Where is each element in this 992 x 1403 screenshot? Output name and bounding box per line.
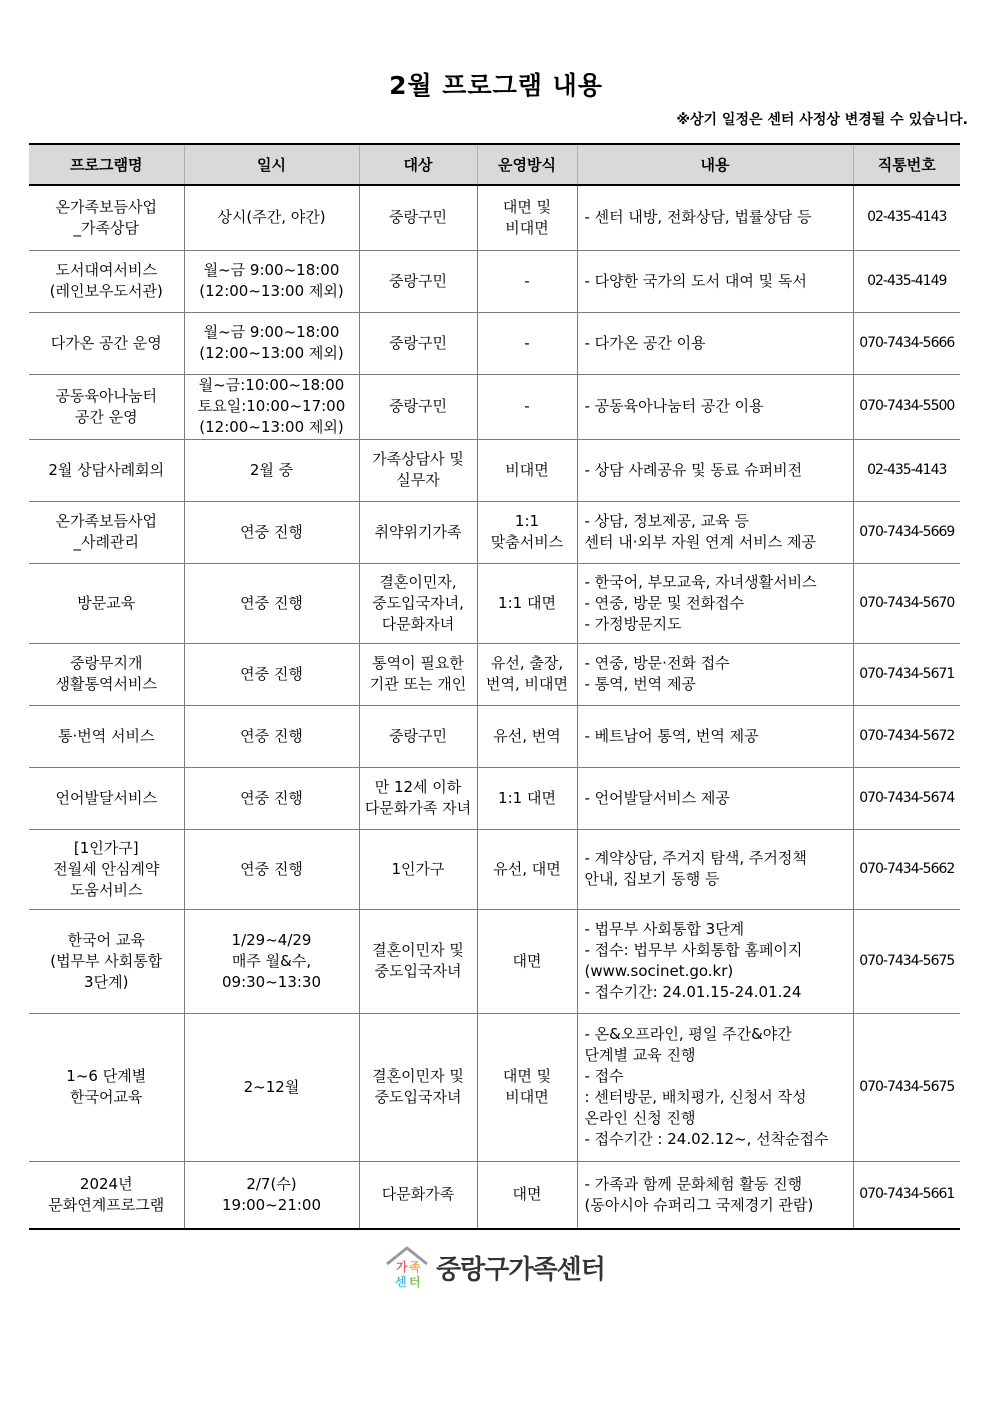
date-cell: 2/7(수) 19:00~21:00 xyxy=(184,1161,359,1229)
date-cell: 연중 진행 xyxy=(184,829,359,909)
phone-cell: 070-7434-5672 xyxy=(853,705,960,767)
date-cell: 2~12월 xyxy=(184,1013,359,1161)
column-header-program-name: 프로그램명 xyxy=(29,144,184,185)
phone-cell: 02-435-4143 xyxy=(853,439,960,501)
method-cell: 대면 xyxy=(477,909,577,1013)
date-cell: 연중 진행 xyxy=(184,563,359,643)
program-name-cell: 온가족보듬사업 _가족상담 xyxy=(29,185,184,250)
target-cell: 다문화가족 xyxy=(359,1161,477,1229)
date-cell: 월~금 9:00~18:00 (12:00~13:00 제외) xyxy=(184,250,359,312)
method-cell: 1:1 대면 xyxy=(477,767,577,829)
table-row xyxy=(29,829,960,909)
family-center-house-icon xyxy=(384,1244,430,1290)
program-name-cell: 2024년 문화연계프로그램 xyxy=(29,1161,184,1229)
phone-cell: 070-7434-5661 xyxy=(853,1161,960,1229)
table-row xyxy=(29,439,960,501)
program-name-cell: 온가족보듬사업 _사례관리 xyxy=(29,501,184,563)
column-header-phone: 직통번호 xyxy=(853,144,960,185)
target-cell: 통역이 필요한 기관 또는 개인 xyxy=(359,643,477,705)
content-cell: - 언어발달서비스 제공 xyxy=(577,767,853,829)
program-name-cell: 2월 상담사례회의 xyxy=(29,439,184,501)
phone-cell: 070-7434-5671 xyxy=(853,643,960,705)
table-row xyxy=(29,705,960,767)
column-header-date: 일시 xyxy=(184,144,359,185)
target-cell: 중랑구민 xyxy=(359,250,477,312)
phone-cell: 070-7434-5669 xyxy=(853,501,960,563)
target-cell: 결혼이민자 및 중도입국자녀 xyxy=(359,1013,477,1161)
target-cell: 결혼이민자 및 중도입국자녀 xyxy=(359,909,477,1013)
target-cell: 취약위기가족 xyxy=(359,501,477,563)
content-cell: - 온&오프라인, 평일 주간&야간 단계별 교육 진행 - 접수 : 센터방문, 배치평가, 신청서 작성 온라인 신청 진행 - 접수기간 : 24.02.12~, 선착순접수 xyxy=(577,1013,853,1161)
program-name-cell: [1인가구] 전월세 안심계약 도움서비스 xyxy=(29,829,184,909)
phone-cell: 070-7434-5675 xyxy=(853,1013,960,1161)
method-cell: - xyxy=(477,250,577,312)
content-cell: - 베트남어 통역, 번역 제공 xyxy=(577,705,853,767)
content-cell: - 법무부 사회통합 3단계 - 접수: 법무부 사회통합 홈페이지 (www.socinet.go.kr) - 접수기간: 24.01.15-24.01.24 xyxy=(577,909,853,1013)
logo-text: 중랑구가족센터 xyxy=(436,1254,605,1285)
phone-cell: 070-7434-5666 xyxy=(853,312,960,374)
table-row xyxy=(29,563,960,643)
method-cell: 대면 xyxy=(477,1161,577,1229)
program-name-cell: 공동육아나눔터 공간 운영 xyxy=(29,374,184,439)
program-name-cell: 언어발달서비스 xyxy=(29,767,184,829)
page-title: 2월 프로그램 내용 xyxy=(389,71,603,100)
logo-mark-jok: 족 xyxy=(409,1260,421,1274)
method-cell: - xyxy=(477,312,577,374)
program-name-cell: 도서대여서비스 (레인보우도서관) xyxy=(29,250,184,312)
target-cell: 만 12세 이하 다문화가족 자녀 xyxy=(359,767,477,829)
method-cell: 유선, 출장, 번역, 비대면 xyxy=(477,643,577,705)
phone-cell: 070-7434-5670 xyxy=(853,563,960,643)
program-schedule-table xyxy=(29,143,960,1230)
phone-cell: 070-7434-5675 xyxy=(853,909,960,1013)
table-row xyxy=(29,501,960,563)
column-header-method: 운영방식 xyxy=(477,144,577,185)
date-cell: 월~금 9:00~18:00 (12:00~13:00 제외) xyxy=(184,312,359,374)
program-name-cell: 다가온 공간 운영 xyxy=(29,312,184,374)
table-row xyxy=(29,909,960,1013)
column-header-target: 대상 xyxy=(359,144,477,185)
schedule-change-note: ※상기 일정은 센터 사정상 변경될 수 있습니다. xyxy=(676,112,968,128)
date-cell: 2월 중 xyxy=(184,439,359,501)
content-cell: - 한국어, 부모교육, 자녀생활서비스 - 연중, 방문 및 전화접수 - 가정방문지도 xyxy=(577,563,853,643)
content-cell: - 상담, 정보제공, 교육 등 센터 내·외부 자원 연계 서비스 제공 xyxy=(577,501,853,563)
method-cell: 비대면 xyxy=(477,439,577,501)
phone-cell: 02-435-4149 xyxy=(853,250,960,312)
date-cell: 연중 진행 xyxy=(184,767,359,829)
table-row xyxy=(29,312,960,374)
date-cell: 상시(주간, 야간) xyxy=(184,185,359,250)
content-cell: - 센터 내방, 전화상담, 법률상담 등 xyxy=(577,185,853,250)
target-cell: 가족상담사 및 실무자 xyxy=(359,439,477,501)
column-header-content: 내용 xyxy=(577,144,853,185)
content-cell: - 연중, 방문·전화 접수 - 통역, 번역 제공 xyxy=(577,643,853,705)
content-cell: - 다가온 공간 이용 xyxy=(577,312,853,374)
target-cell: 중랑구민 xyxy=(359,705,477,767)
program-name-cell: 중랑무지개 생활통역서비스 xyxy=(29,643,184,705)
method-cell: 유선, 대면 xyxy=(477,829,577,909)
logo-mark-ga: 가 xyxy=(396,1260,408,1274)
method-cell: - xyxy=(477,374,577,439)
content-cell: - 가족과 함께 문화체험 활동 진행 (동아시아 슈퍼리그 국제경기 관람) xyxy=(577,1161,853,1229)
table-row xyxy=(29,374,960,439)
center-logo xyxy=(384,1243,605,1291)
method-cell: 1:1 대면 xyxy=(477,563,577,643)
date-cell: 연중 진행 xyxy=(184,705,359,767)
content-cell: - 계약상담, 주거지 탐색, 주거정책 안내, 집보기 동행 등 xyxy=(577,829,853,909)
content-cell: - 다양한 국가의 도서 대여 및 독서 xyxy=(577,250,853,312)
logo-mark-sen: 센 xyxy=(395,1275,407,1289)
content-cell: - 상담 사례공유 및 동료 슈퍼비전 xyxy=(577,439,853,501)
program-name-cell: 통·번역 서비스 xyxy=(29,705,184,767)
phone-cell: 02-435-4143 xyxy=(853,185,960,250)
table-row xyxy=(29,250,960,312)
method-cell: 1:1 맞춤서비스 xyxy=(477,501,577,563)
target-cell: 중랑구민 xyxy=(359,374,477,439)
program-name-cell: 방문교육 xyxy=(29,563,184,643)
phone-cell: 070-7434-5674 xyxy=(853,767,960,829)
method-cell: 유선, 번역 xyxy=(477,705,577,767)
phone-cell: 070-7434-5500 xyxy=(853,374,960,439)
phone-cell: 070-7434-5662 xyxy=(853,829,960,909)
target-cell: 중랑구민 xyxy=(359,185,477,250)
date-cell: 1/29~4/29 매주 월&수, 09:30~13:30 xyxy=(184,909,359,1013)
date-cell: 연중 진행 xyxy=(184,643,359,705)
target-cell: 1인가구 xyxy=(359,829,477,909)
content-cell: - 공동육아나눔터 공간 이용 xyxy=(577,374,853,439)
method-cell: 대면 및 비대면 xyxy=(477,1013,577,1161)
date-cell: 월~금:10:00~18:00 토요일:10:00~17:00 (12:00~13:00 제외) xyxy=(184,374,359,439)
table-header-row xyxy=(29,144,960,185)
date-cell: 연중 진행 xyxy=(184,501,359,563)
logo-mark-teo: 터 xyxy=(409,1275,421,1289)
table-row xyxy=(29,767,960,829)
table-row xyxy=(29,185,960,250)
target-cell: 결혼이민자, 중도입국자녀, 다문화자녀 xyxy=(359,563,477,643)
program-name-cell: 한국어 교육 (법무부 사회통합 3단계) xyxy=(29,909,184,1013)
table-row xyxy=(29,643,960,705)
table-row xyxy=(29,1013,960,1161)
target-cell: 중랑구민 xyxy=(359,312,477,374)
method-cell: 대면 및 비대면 xyxy=(477,185,577,250)
program-name-cell: 1~6 단계별 한국어교육 xyxy=(29,1013,184,1161)
table-row xyxy=(29,1161,960,1229)
